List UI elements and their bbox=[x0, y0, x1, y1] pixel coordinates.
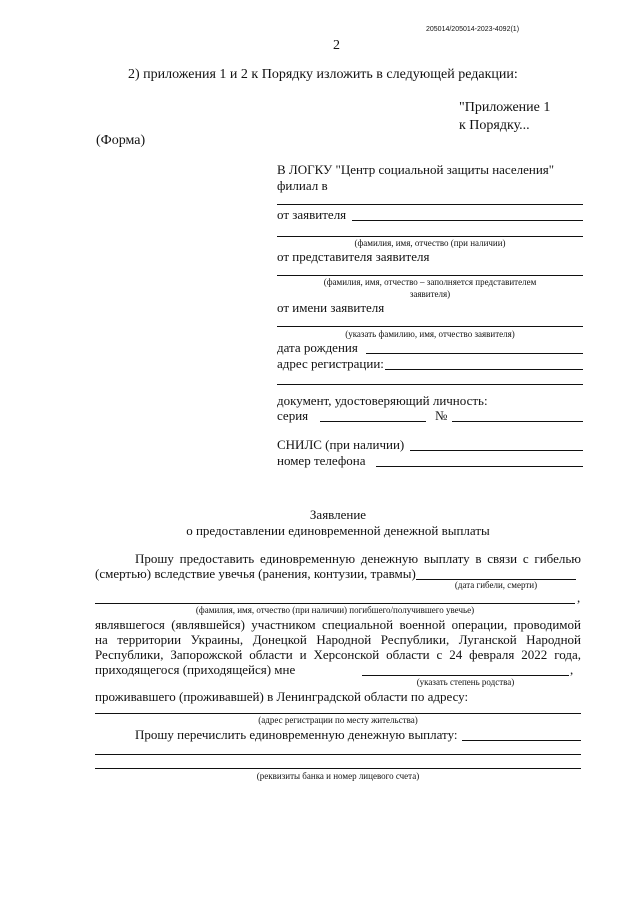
caption-bank: (реквизиты банка и номер лицевого счета) bbox=[256, 771, 420, 781]
phone-label: номер телефона bbox=[277, 453, 366, 468]
caption-representative-2: заявителя) bbox=[409, 289, 451, 299]
paragraph-3: проживавшего (проживавшей) в Ленинградской области по адресу: bbox=[95, 689, 469, 704]
applicant-line-2 bbox=[277, 236, 583, 237]
comma-mark-2: , bbox=[570, 662, 574, 677]
bank-line-1 bbox=[462, 740, 581, 741]
paragraph-2-line-2: на территории Украины, Донецкой Народной Республики, Луганской Народной bbox=[95, 632, 581, 647]
branch-line bbox=[277, 204, 583, 205]
series-label: серия bbox=[277, 408, 309, 423]
reg-address-label: адрес регистрации: bbox=[277, 356, 384, 371]
on-behalf-line bbox=[277, 326, 583, 327]
appendix-reference bbox=[459, 99, 579, 135]
comma-mark: , bbox=[577, 590, 581, 605]
caption-death-date: (дата гибели, смерти) bbox=[454, 580, 538, 590]
from-applicant-label: от заявителя bbox=[277, 207, 347, 222]
birth-date-line bbox=[366, 353, 583, 354]
addressee-to: В ЛОГКУ "Центр социальной защиты населения" bbox=[277, 162, 555, 177]
on-behalf-label: от имени заявителя bbox=[277, 300, 385, 315]
phone-line bbox=[376, 466, 583, 467]
intro-text: 2) приложения 1 и 2 к Порядку изложить в следующей редакции: bbox=[128, 67, 518, 82]
appendix-line-1: "Приложение 1 bbox=[459, 100, 551, 115]
paragraph-2-line-1: являвшегося (являвшейся) участником специальной военной операции, проводимой bbox=[95, 617, 581, 632]
paragraph-4: Прошу перечислить единовременную денежную выплату: bbox=[135, 727, 458, 742]
statement-subtitle: о предоставлении единовременной денежной выплаты bbox=[186, 523, 490, 538]
appendix-line-2: к Порядку... bbox=[459, 118, 530, 133]
addressee-branch: филиал в bbox=[277, 178, 328, 193]
kinship-line bbox=[362, 675, 569, 676]
caption-deceased: (фамилия, имя, отчество (при наличии) погибшего/получившего увечье) bbox=[195, 605, 475, 615]
address-line bbox=[95, 713, 581, 714]
paragraph-2-line-3: Республики, Запорожской области и Херсонской области с 24 февраля 2022 года, bbox=[95, 647, 581, 662]
reg-address-line-2 bbox=[277, 384, 583, 385]
page-number: 2 bbox=[333, 38, 340, 53]
number-label: № bbox=[435, 408, 448, 423]
birth-date-label: дата рождения bbox=[277, 340, 358, 355]
caption-representative-1: (фамилия, имя, отчество – заполняется представителем bbox=[323, 277, 537, 287]
snils-label: СНИЛС (при наличии) bbox=[277, 437, 405, 452]
document-id: 205014/205014-2023-4092(1) bbox=[426, 26, 520, 33]
number-line bbox=[452, 421, 583, 422]
caption-kinship: (указать степень родства) bbox=[416, 677, 515, 687]
caption-fio: (фамилия, имя, отчество (при наличии) bbox=[354, 238, 506, 248]
paragraph-2-line-4: приходящегося (приходящейся) мне bbox=[95, 662, 296, 677]
bank-line-2 bbox=[95, 754, 581, 755]
applicant-line bbox=[352, 220, 583, 221]
paragraph-1-line-1: Прошу предоставить единовременную денежную выплату в связи с гибелью bbox=[135, 551, 581, 566]
from-representative-label: от представителя заявителя bbox=[277, 249, 430, 264]
paragraph-1-line-2: (смертью) вследствие увечья (ранения, контузии, травмы) bbox=[95, 566, 416, 581]
form-label: (Форма) bbox=[96, 133, 146, 148]
representative-line bbox=[277, 275, 583, 276]
reg-address-line bbox=[385, 369, 583, 370]
series-line bbox=[320, 421, 426, 422]
caption-reg-address: (адрес регистрации по месту жительства) bbox=[258, 715, 418, 725]
caption-applicant-fio: (указать фамилию, имя, отчество заявителя) bbox=[345, 329, 515, 339]
statement-title: Заявление bbox=[309, 507, 367, 522]
snils-line bbox=[410, 450, 583, 451]
bank-line-3 bbox=[95, 768, 581, 769]
id-document-label: документ, удостоверяющий личность: bbox=[277, 393, 488, 408]
deceased-line bbox=[95, 603, 575, 604]
